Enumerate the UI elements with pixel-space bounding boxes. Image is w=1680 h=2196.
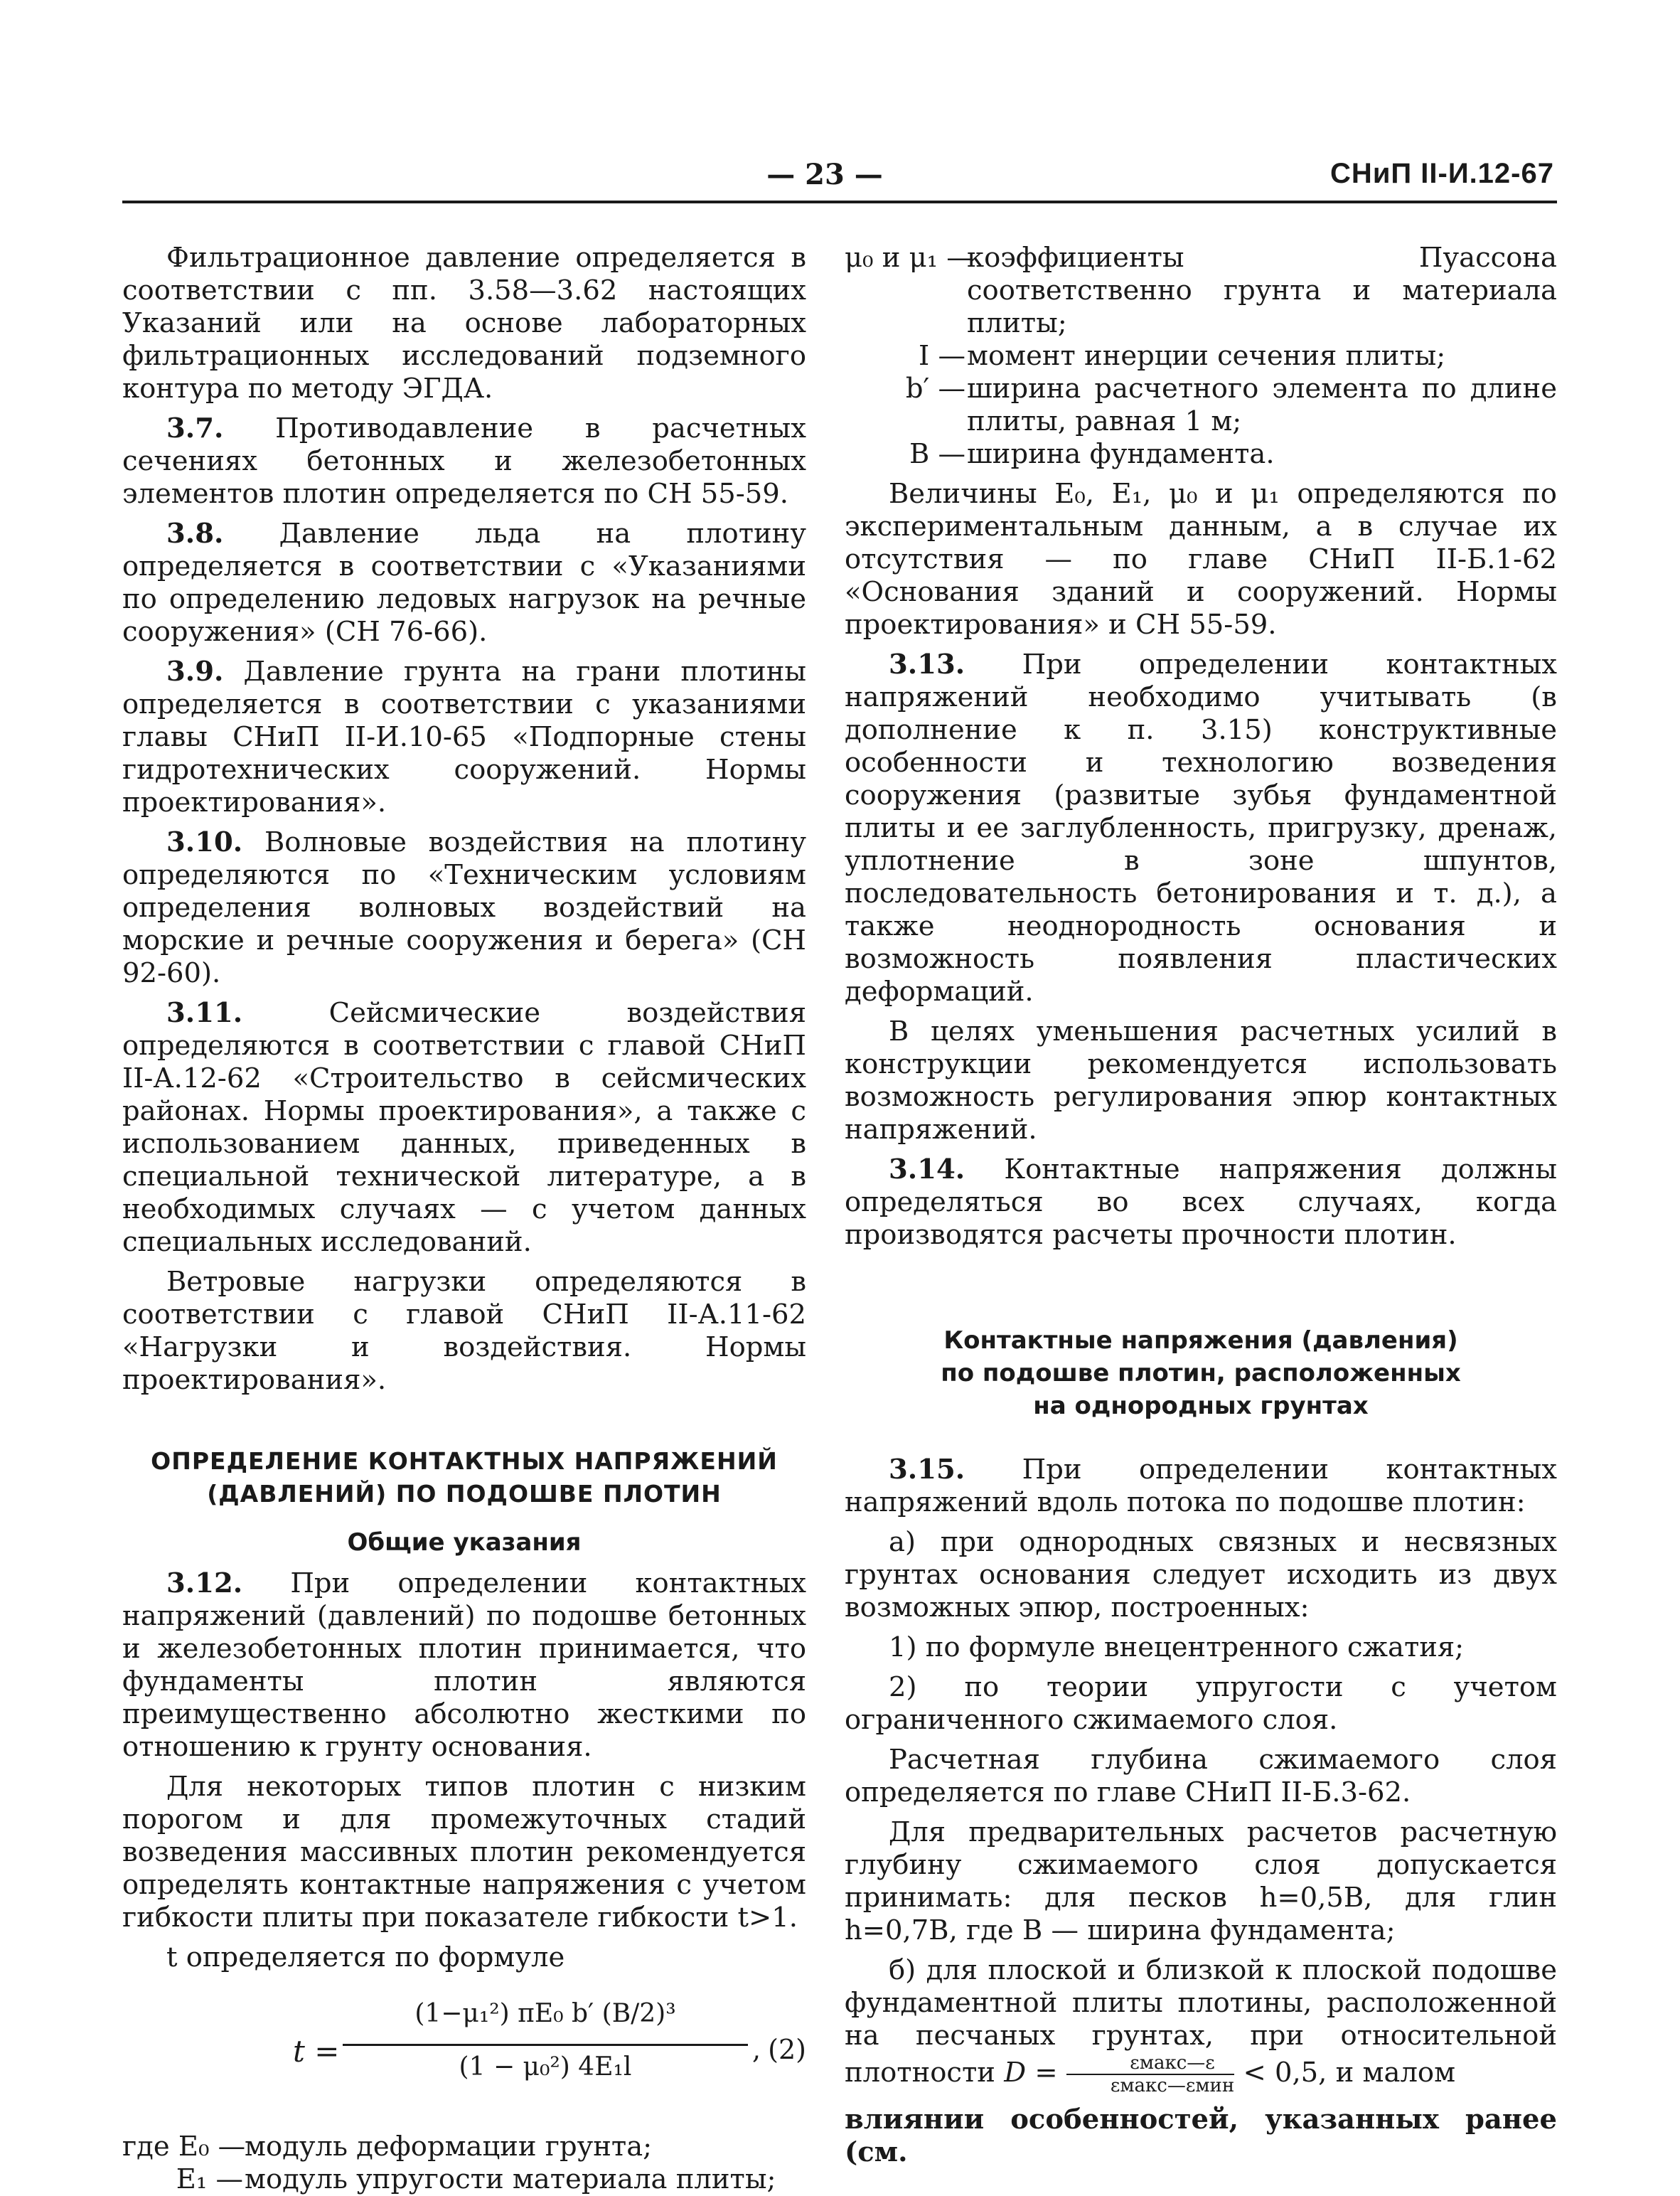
paragraph-text: При определении контактных напряжений вдоль потока по подошве плотин: xyxy=(845,1454,1557,1518)
definition-symbol: μ₀ и μ₁ — xyxy=(845,242,974,274)
paragraph-3-12 xyxy=(122,1567,806,1764)
paragraph-reduce-forces: В целях уменьшения расчетных усилий в конструкции рекомендуется использовать возможность регулирования эпюр контактных напряжений. xyxy=(845,1016,1557,1146)
definition-e0 xyxy=(122,2131,806,2163)
paragraph-filtration: Фильтрационное давление определяется в соответствии с пп. 3.58—3.62 настоящих Указаний или на основе лабораторных фильтрационных исследований подземного контура по методу ЭГДА. xyxy=(122,242,806,405)
page-number: — 23 — xyxy=(766,158,883,191)
section-title-line-1: ОПРЕДЕЛЕНИЕ КОНТАКТНЫХ НАПРЯЖЕНИЙ xyxy=(151,1447,778,1475)
formula-denominator: (1 − μ₀²) 4E₁l xyxy=(459,2052,632,2082)
clause-number: 3.12. xyxy=(166,1567,243,1599)
paragraph-text: Сейсмические воздействия определяются в соответствии с главой СНиП II-А.12-62 «Строительство в сейсмических районах. Нормы проектирования», а также с использованием данных, приведенных в специальной технической литературе, а в необходимых случаях — с учетом данных специальных исследований. xyxy=(122,997,806,1258)
paragraph-continuation: влиянии особенностей, указанных ранее (см. xyxy=(845,2104,1557,2168)
clause-number: 3.8. xyxy=(166,518,224,550)
paragraph-3-14 xyxy=(845,1153,1557,1252)
paragraph-text: Давление льда на плотину определяется в соответствии с «Указаниями по определению ледовых нагрузок на речные сооружения» (СН 76-66). xyxy=(122,518,806,648)
paragraph-item-2: 2) по теории упругости с учетом ограниченного сжимаемого слоя. xyxy=(845,1671,1557,1736)
paragraph-values: Величины E₀, E₁, μ₀ и μ₁ определяются по экспериментальным данным, а в случае их отсутствия — по главе СНиП II-Б.1-62 «Основания зданий и сооружений. Нормы проектирования» и СН 55-59. xyxy=(845,478,1557,641)
formula-comma: , xyxy=(752,2034,761,2065)
section-title-line-2: (ДАВЛЕНИЙ) ПО ПОДОШВЕ ПЛОТИН xyxy=(207,1480,722,1508)
density-fraction xyxy=(1066,2052,1234,2096)
paragraph-3-11 xyxy=(122,997,806,1259)
formula-numerator: (1−μ₁²) πE₀ b′ (B/2)³ xyxy=(414,1999,676,2028)
definition-text: модуль деформации грунта; xyxy=(245,2131,653,2163)
paragraph-text: Противодавление в расчетных сечениях бетонных и железобетонных элементов плотин определяется по СН 55-59. xyxy=(122,412,806,510)
definition-mu xyxy=(845,242,1557,340)
definition-e1 xyxy=(122,2163,806,2196)
definition-symbol: I — xyxy=(919,340,965,372)
heading-line-3: на однородных грунтах xyxy=(1033,1392,1369,1420)
paragraph-text: < 0,5, и малом xyxy=(1243,2057,1456,2089)
definition-b xyxy=(845,438,1557,471)
formula-number: (2) xyxy=(768,2034,806,2065)
density-symbol: D = xyxy=(1004,2057,1058,2089)
clause-number: 3.9. xyxy=(166,656,224,688)
paragraph-formula-intro: t определяется по формуле xyxy=(166,1941,565,1973)
definition-text: модуль упругости материала плиты; xyxy=(245,2163,776,2195)
formula-lhs: t = xyxy=(293,2034,340,2069)
paragraph-text: б) для плоской и близкой к плоской подошве фундаментной плиты плотины, расположенной на песчаных грунтах, при относительной плотности xyxy=(845,1954,1557,2089)
left-column xyxy=(122,242,806,2196)
paragraph-wind-loads: Ветровые нагрузки определяются в соответствии с главой СНиП II-А.11-62 «Нагрузки и воздействия. Нормы проектирования». xyxy=(122,1266,806,1396)
density-numerator: εмакс—ε xyxy=(1130,2052,1215,2074)
paragraph-3-15 xyxy=(845,1454,1557,1519)
clause-number: 3.15. xyxy=(889,1454,965,1486)
definition-text: ширина расчетного элемента по длине плиты, равная 1 м; xyxy=(967,373,1557,437)
definition-symbol: b′ — xyxy=(905,373,965,405)
definition-text: момент инерции сечения плиты; xyxy=(967,340,1446,372)
paragraph-3-13 xyxy=(845,649,1557,1008)
paragraph-3-7 xyxy=(122,412,806,511)
paragraph-text: Волновые воздействия на плотину определяются по «Техническим условиям определения волновых воздействий на морские и речные сооружения и берега» (СН 92-60). xyxy=(122,826,806,989)
paragraph-item-1: 1) по формуле внецентренного сжатия; xyxy=(889,1631,1465,1663)
formula-2 xyxy=(122,1984,806,2119)
definition-symbol: B — xyxy=(909,438,965,470)
definition-symbol: E₁ — xyxy=(176,2163,243,2195)
clause-number: 3.7. xyxy=(166,412,224,444)
clause-number: 3.10. xyxy=(166,826,243,858)
heading-line-1: Контактные напряжения (давления) xyxy=(943,1326,1458,1355)
clause-number: 3.13. xyxy=(889,649,965,681)
paragraph-text: Давление грунта на грани плотины определяется в соответствии с указаниями главы СНиП II-И.10-65 «Подпорные стены гидротехнических сооружений. Нормы проектирования». xyxy=(122,656,806,819)
paragraph-plate-flexibility: Для некоторых типов плотин с низким порогом и для промежуточных стадий возведения массивных плотин рекомендуется определять контактные напряжения с учетом гибкости плиты при показателе гибкости t>1. xyxy=(122,1771,806,1934)
subsection-title: Общие указания xyxy=(347,1528,582,1557)
density-denominator: εмакс—εмин xyxy=(1110,2075,1235,2096)
paragraph-3-9 xyxy=(122,656,806,819)
paragraph-preliminary: Для предварительных расчетов расчетную глубину сжимаемого слоя допускается принимать: для песков h=0,5B, для глин h=0,7B, где B — ширина фундамента; xyxy=(845,1816,1557,1946)
definition-text: ширина фундамента. xyxy=(967,438,1275,470)
paragraph-depth: Расчетная глубина сжимаемого слоя определяется по главе СНиП II-Б.3-62. xyxy=(845,1744,1557,1808)
document-code: СНиП II-И.12-67 xyxy=(1330,158,1554,189)
header-rule xyxy=(122,201,1557,203)
paragraph-text: При определении контактных напряжений (давлений) по подошве бетонных и железобетонных плотин принимается, что фундаменты плотин являются преимущественно абсолютно жесткими по отношению к грунту основания. xyxy=(122,1567,806,1763)
definition-b-prime xyxy=(845,373,1557,438)
definition-i xyxy=(845,340,1557,373)
heading-line-2: по подошве плотин, расположенных xyxy=(941,1359,1461,1387)
definition-text: коэффициенты Пуассона соответственно грунта и материала плиты; xyxy=(967,242,1557,339)
clause-number: 3.11. xyxy=(166,997,243,1029)
paragraph-item-a: а) при однородных связных и несвязных грунтах основания следует исходить из двух возможных эпюр, построенных: xyxy=(845,1526,1557,1624)
paragraph-text: Контактные напряжения должны определяться во всех случаях, когда производятся расчеты прочности плотин. xyxy=(845,1153,1557,1251)
paragraph-3-10 xyxy=(122,826,806,990)
paragraph-item-b xyxy=(845,1954,1557,2096)
definition-symbol: где E₀ — xyxy=(122,2131,246,2163)
paragraph-3-8 xyxy=(122,518,806,649)
paragraph-text: При определении контактных напряжений необходимо учитывать (в дополнение к п. 3.15) конструктивные особенности и технологию возведения сооружения (развитые зубья фундаментной плиты и ее заглубленность, пригрузку, дренаж, уплотнение в зоне шпунтов, последовательность бетонирования и т. д.), а также неоднородность основания и возможность появления пластических деформаций. xyxy=(845,649,1557,1008)
right-column xyxy=(845,242,1557,2176)
clause-number: 3.14. xyxy=(889,1153,965,1185)
formula-fraction xyxy=(343,1984,748,2089)
